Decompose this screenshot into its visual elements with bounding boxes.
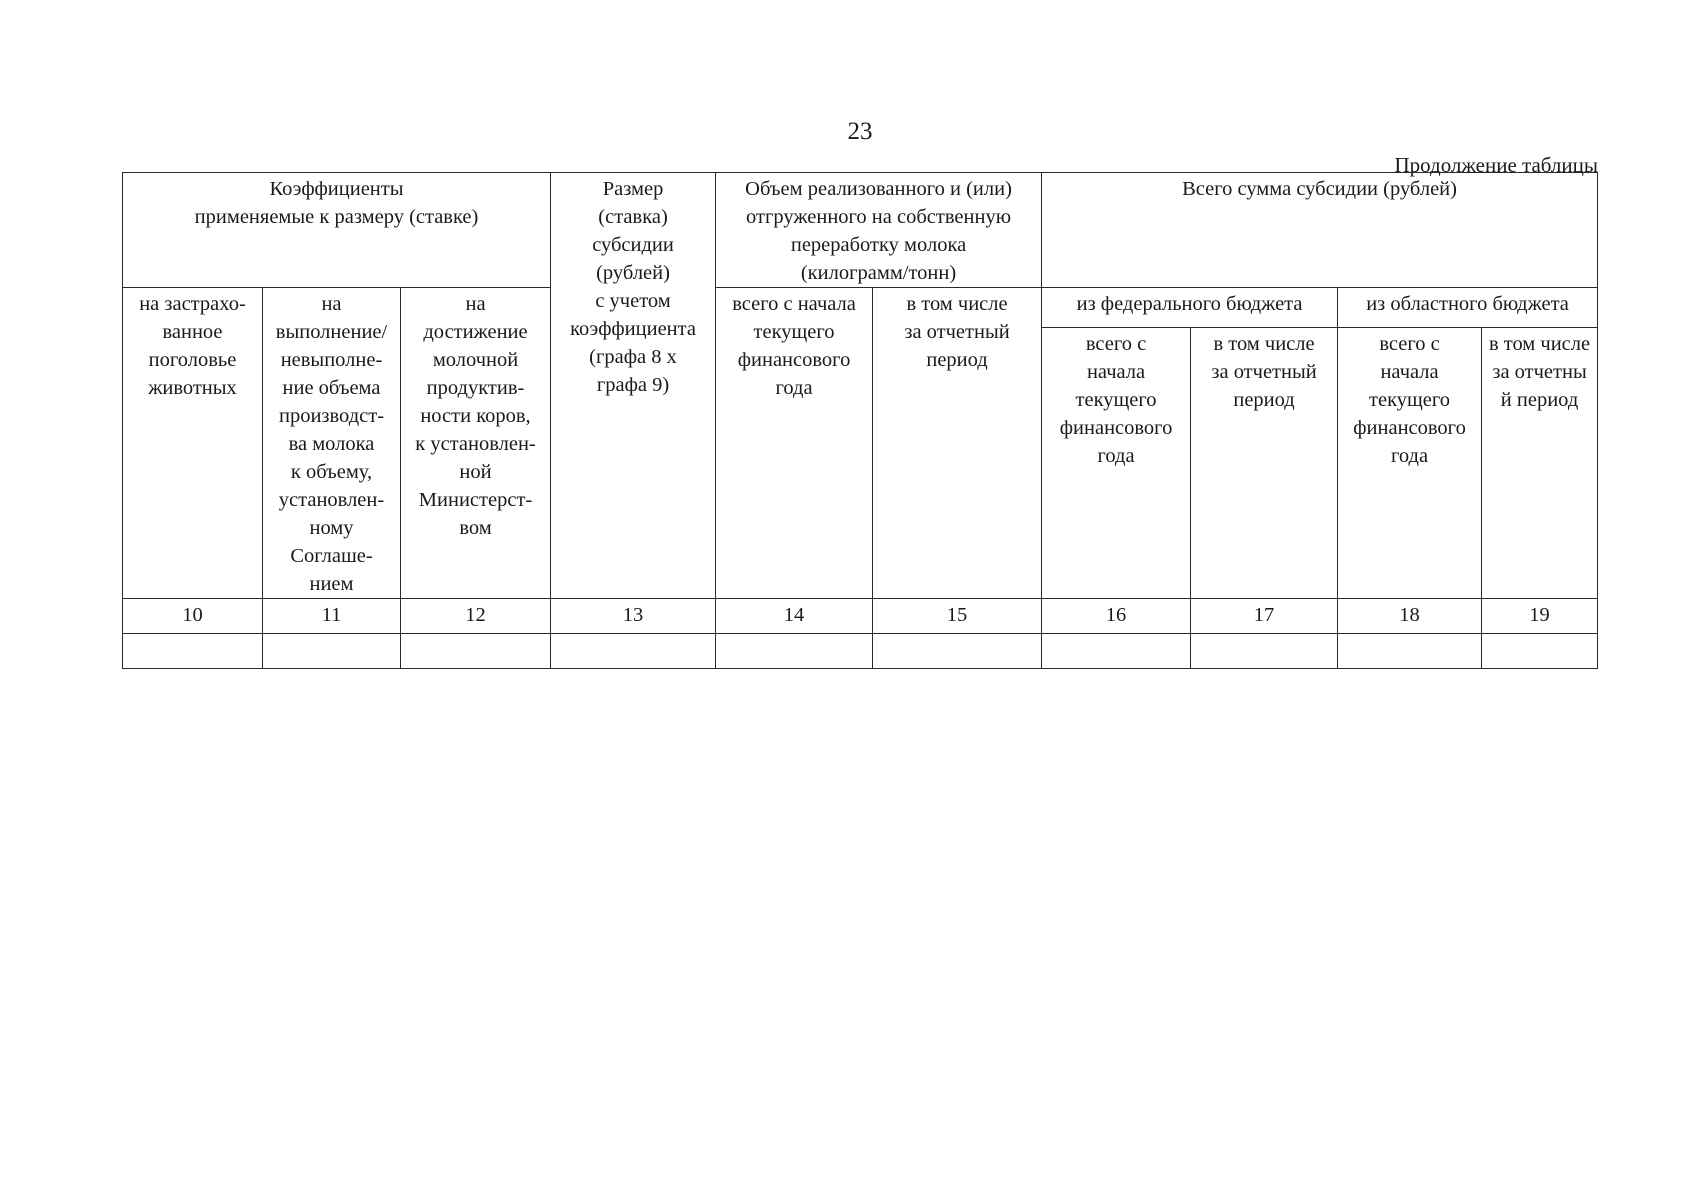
data-cell <box>1338 634 1482 669</box>
header-milk-volume: Объем реализованного и (или) отгруженного на собственную переработку молока (килограмм/тонн) <box>716 173 1042 288</box>
header-federal-reporting-period: в том числе за отчетный период <box>1191 327 1338 598</box>
data-cell <box>1482 634 1598 669</box>
column-number: 19 <box>1482 599 1598 634</box>
subsidy-table <box>122 172 1598 669</box>
column-number: 18 <box>1338 599 1482 634</box>
header-coefficients: Коэффициенты применяемые к размеру (ставке) <box>123 173 551 288</box>
page-number: 23 <box>847 118 873 145</box>
header-regional-total-year: всего с начала текущего финансового года <box>1338 327 1482 598</box>
empty-data-row <box>123 634 1598 669</box>
data-cell <box>1042 634 1191 669</box>
header-coef-production-volume: на выполнение/ невыполне- ние объема производст- ва молока к объему, установлен- ному Соглаше- нием <box>263 288 401 599</box>
column-number: 11 <box>263 599 401 634</box>
data-cell <box>716 634 873 669</box>
column-number: 16 <box>1042 599 1191 634</box>
column-number: 14 <box>716 599 873 634</box>
column-number: 10 <box>123 599 263 634</box>
header-regional-budget: из областного бюджета <box>1338 288 1598 328</box>
column-number: 12 <box>401 599 551 634</box>
header-regional-reporting-period: в том числе за отчетны й период <box>1482 327 1598 598</box>
column-number: 15 <box>873 599 1042 634</box>
data-cell <box>123 634 263 669</box>
column-number: 17 <box>1191 599 1338 634</box>
header-federal-budget: из федерального бюджета <box>1042 288 1338 328</box>
data-cell <box>263 634 401 669</box>
header-volume-total-year: всего с начала текущего финансового года <box>716 288 873 599</box>
column-number: 13 <box>551 599 716 634</box>
data-cell <box>401 634 551 669</box>
header-coef-insured-livestock: на застрахо- ванное поголовье животных <box>123 288 263 599</box>
data-cell <box>873 634 1042 669</box>
header-volume-reporting-period: в том числе за отчетный период <box>873 288 1042 599</box>
header-coef-productivity: на достижение молочной продуктив- ности коров, к установлен- ной Министерст- вом <box>401 288 551 599</box>
header-row-subgroups <box>123 288 1598 328</box>
data-cell <box>1191 634 1338 669</box>
table-continuation-label: Продолжение таблицы <box>1394 153 1598 177</box>
header-subsidy-rate: Размер (ставка) субсидии (рублей) с учетом коэффициента (графа 8 х графа 9) <box>551 173 716 599</box>
data-cell <box>551 634 716 669</box>
header-federal-total-year: всего с начала текущего финансового года <box>1042 327 1191 598</box>
header-total-subsidy: Всего сумма субсидии (рублей) <box>1042 173 1598 288</box>
column-number-row <box>123 599 1598 634</box>
